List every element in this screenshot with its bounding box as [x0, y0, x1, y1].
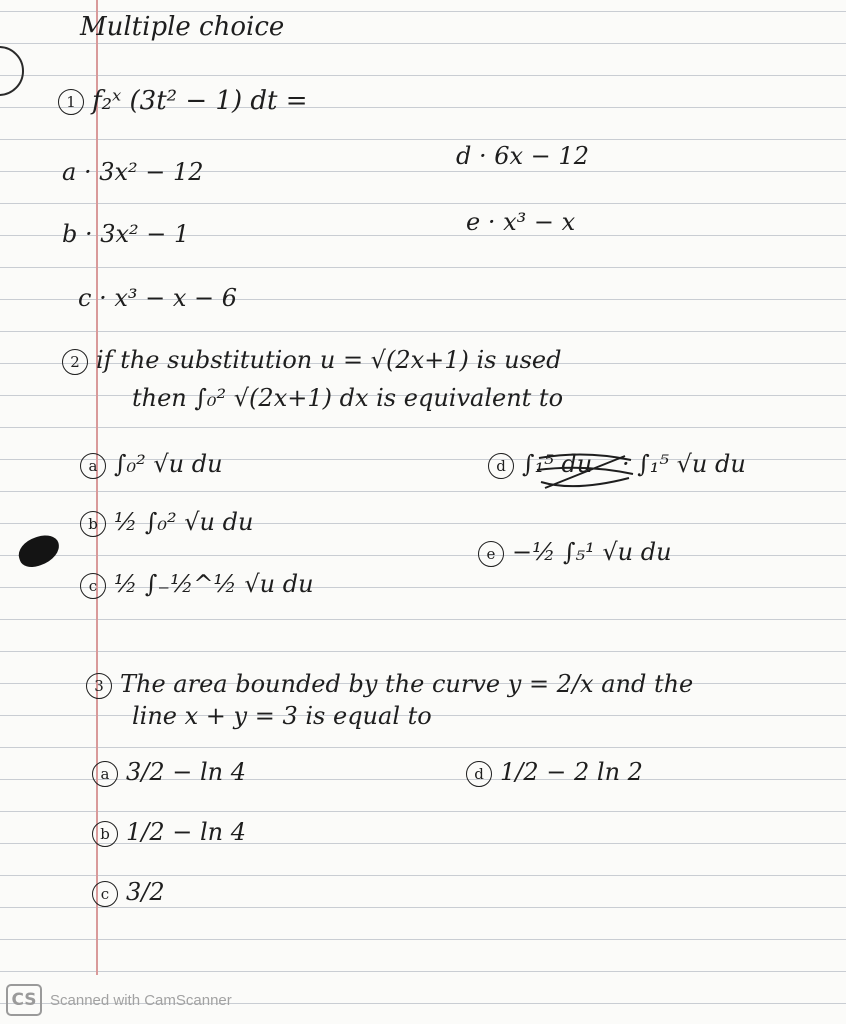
binder-hole [0, 46, 24, 96]
scanner-watermark [6, 982, 232, 1018]
q3-prompt-line2: line x + y = 3 is equal to [132, 702, 432, 730]
q3-option-c [92, 880, 165, 907]
q3-option-c-text: 3/2 [126, 878, 165, 906]
q1-number: 1 [58, 89, 84, 115]
q1-option-e: e · x³ − x [466, 208, 576, 236]
q2-option-d-crossed: ∫₁⁵ du [522, 450, 593, 478]
page-title: Multiple choice [80, 12, 285, 42]
q2-option-d-text: · ∫₁⁵ √u du [622, 450, 746, 478]
ink-blot [15, 531, 64, 571]
q3-option-a-text: 3/2 − ln 4 [126, 758, 247, 786]
q1-prompt [58, 88, 308, 115]
q2-option-b-mark: b [80, 511, 106, 537]
q3-option-c-mark: c [92, 881, 118, 907]
q2-option-d-mark: d [488, 453, 514, 479]
q2-prompt-line2: then ∫₀² √(2x+1) dx is equivalent to [132, 384, 564, 412]
q2-option-a-mark: a [80, 453, 106, 479]
q2-option-e-text: −½ ∫₅¹ √u du [512, 538, 672, 566]
q2-option-b [80, 510, 253, 537]
q3-option-b [92, 820, 246, 847]
camscanner-logo: CS [6, 984, 42, 1016]
q2-prompt-line1 [62, 348, 561, 375]
scribble-strikethrough [535, 448, 635, 494]
q3-option-d [466, 760, 643, 787]
q1-option-c: c · x³ − x − 6 [78, 284, 238, 312]
q1-option-b: b · 3x² − 1 [62, 220, 190, 248]
q3-option-a [92, 760, 246, 787]
q1-prompt-text: f₂ˣ (3t² − 1) dt = [92, 86, 308, 116]
q2-option-c-mark: c [80, 573, 106, 599]
q2-prompt-line1-text: if the substitution u = √(2x+1) is used [96, 346, 562, 374]
q2-option-c-text: ½ ∫₋½^½ √u du [114, 570, 314, 598]
q2-option-e-mark: e [478, 541, 504, 567]
q1-option-d: d · 6x − 12 [456, 142, 589, 170]
q3-option-d-mark: d [466, 761, 492, 787]
q3-option-a-mark: a [92, 761, 118, 787]
q1-option-a: a · 3x² − 12 [62, 158, 204, 186]
q2-option-b-text: ½ ∫₀² √u du [114, 508, 254, 536]
q2-option-a [80, 452, 223, 479]
q3-option-b-mark: b [92, 821, 118, 847]
q2-option-a-text: ∫₀² √u du [114, 450, 223, 478]
q3-number: 3 [86, 673, 112, 699]
camscanner-text: Scanned with CamScanner [50, 991, 232, 1009]
q3-prompt-line1 [86, 672, 693, 699]
q3-option-b-text: 1/2 − ln 4 [126, 818, 247, 846]
q3-prompt-line1-text: The area bounded by the curve y = 2/x and the [120, 670, 694, 698]
q3-option-d-text: 1/2 − 2 ln 2 [500, 758, 643, 786]
q2-option-e [478, 540, 672, 567]
q2-option-c [80, 572, 314, 599]
q2-number: 2 [62, 349, 88, 375]
